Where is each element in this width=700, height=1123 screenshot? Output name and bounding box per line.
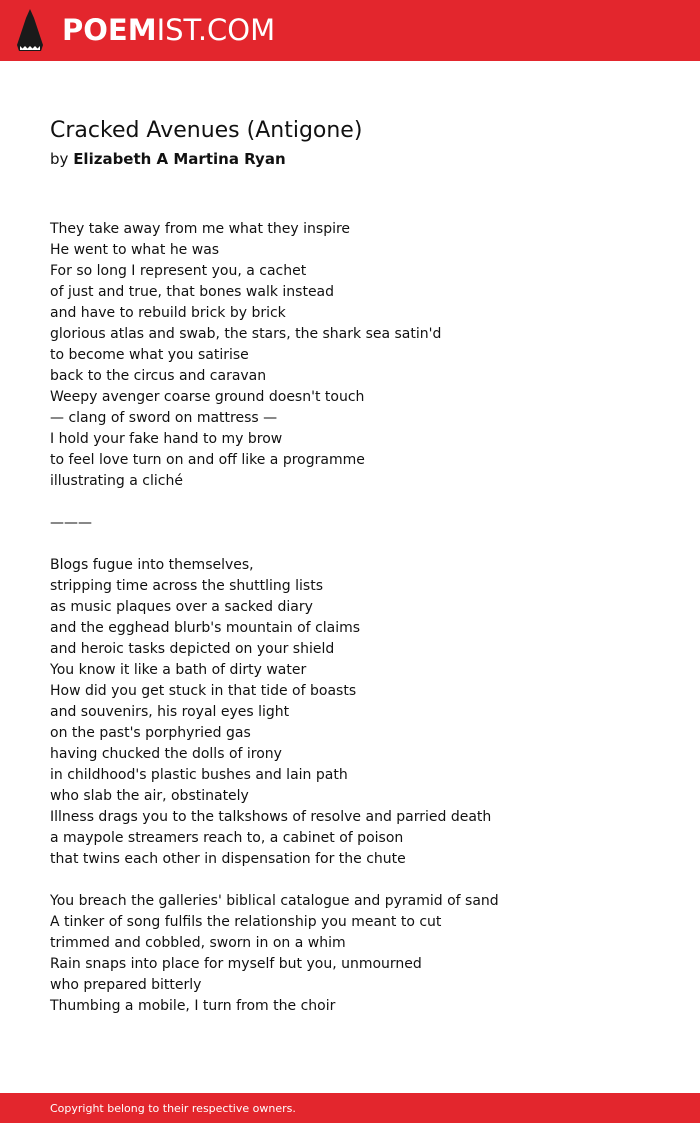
poem-line: of just and true, that bones walk instead [50, 284, 335, 300]
poem-line: and have to rebuild brick by brick [50, 305, 286, 321]
site-footer [0, 1093, 700, 1123]
poem-line: glorious atlas and swab, the stars, the shark sea satin'd [50, 326, 442, 342]
poem-body [50, 219, 670, 1038]
poem-line: stripping time across the shuttling lists [50, 578, 323, 594]
logo-text-light: IST.COM [156, 13, 276, 47]
poem-line: — clang of sword on mattress — [50, 410, 278, 426]
poem-line: and the egghead blurb's mountain of claims [50, 620, 361, 636]
poem-line: He went to what he was [50, 242, 220, 258]
site-logo[interactable] [62, 12, 275, 48]
stanza [50, 219, 670, 492]
poem-line: to feel love turn on and off like a programme [50, 452, 365, 468]
poem-line: to become what you satirise [50, 347, 249, 363]
poem-line: You breach the galleries' biblical catalogue and pyramid of sand [50, 893, 499, 909]
poem-line: who prepared bitterly [50, 977, 202, 993]
poem-line: back to the circus and caravan [50, 368, 267, 384]
poem-line: You know it like a bath of dirty water [50, 662, 307, 678]
author-name: Elizabeth A Martina Ryan [73, 150, 286, 168]
poem-line: How did you get stuck in that tide of boasts [50, 683, 357, 699]
stanza [50, 513, 670, 534]
poem-title: Cracked Avenues (Antigone) [50, 118, 363, 143]
poem-line: who slab the air, obstinately [50, 788, 249, 804]
poem-line: They take away from me what they inspire [50, 221, 351, 237]
poem-line: that twins each other in dispensation for the chute [50, 851, 406, 867]
stanza [50, 555, 670, 870]
logo-text-bold: POEM [62, 13, 157, 47]
by-label: by [50, 150, 69, 168]
poem-line: Blogs fugue into themselves, [50, 557, 254, 573]
poem-line: For so long I represent you, a cachet [50, 263, 307, 279]
site-header [0, 0, 700, 61]
poem-line: and heroic tasks depicted on your shield [50, 641, 335, 657]
poem-line: a maypole streamers reach to, a cabinet of poison [50, 830, 404, 846]
byline [50, 148, 286, 170]
poem-line: Illness drags you to the talkshows of resolve and parried death [50, 809, 492, 825]
poem-line: Weepy avenger coarse ground doesn't touch [50, 389, 365, 405]
poem-line: Rain snaps into place for myself but you, unmourned [50, 956, 422, 972]
pen-nib-icon[interactable] [17, 9, 43, 51]
poem-line: Thumbing a mobile, I turn from the choir [50, 998, 336, 1014]
poem-line: ——— [50, 515, 92, 531]
poem-line: and souvenirs, his royal eyes light [50, 704, 290, 720]
poem-line: illustrating a cliché [50, 473, 183, 489]
poem-line: in childhood's plastic bushes and lain path [50, 767, 348, 783]
poem-line: I hold your fake hand to my brow [50, 431, 283, 447]
stanza [50, 891, 670, 1017]
poem-line: on the past's porphyried gas [50, 725, 251, 741]
poem-line: having chucked the dolls of irony [50, 746, 282, 762]
poem-line: A tinker of song fulfils the relationship you meant to cut [50, 914, 442, 930]
copyright-notice: Copyright belong to their respective owners. [50, 1102, 296, 1115]
poem-line: trimmed and cobbled, sworn in on a whim [50, 935, 346, 951]
poem-line: as music plaques over a sacked diary [50, 599, 313, 615]
